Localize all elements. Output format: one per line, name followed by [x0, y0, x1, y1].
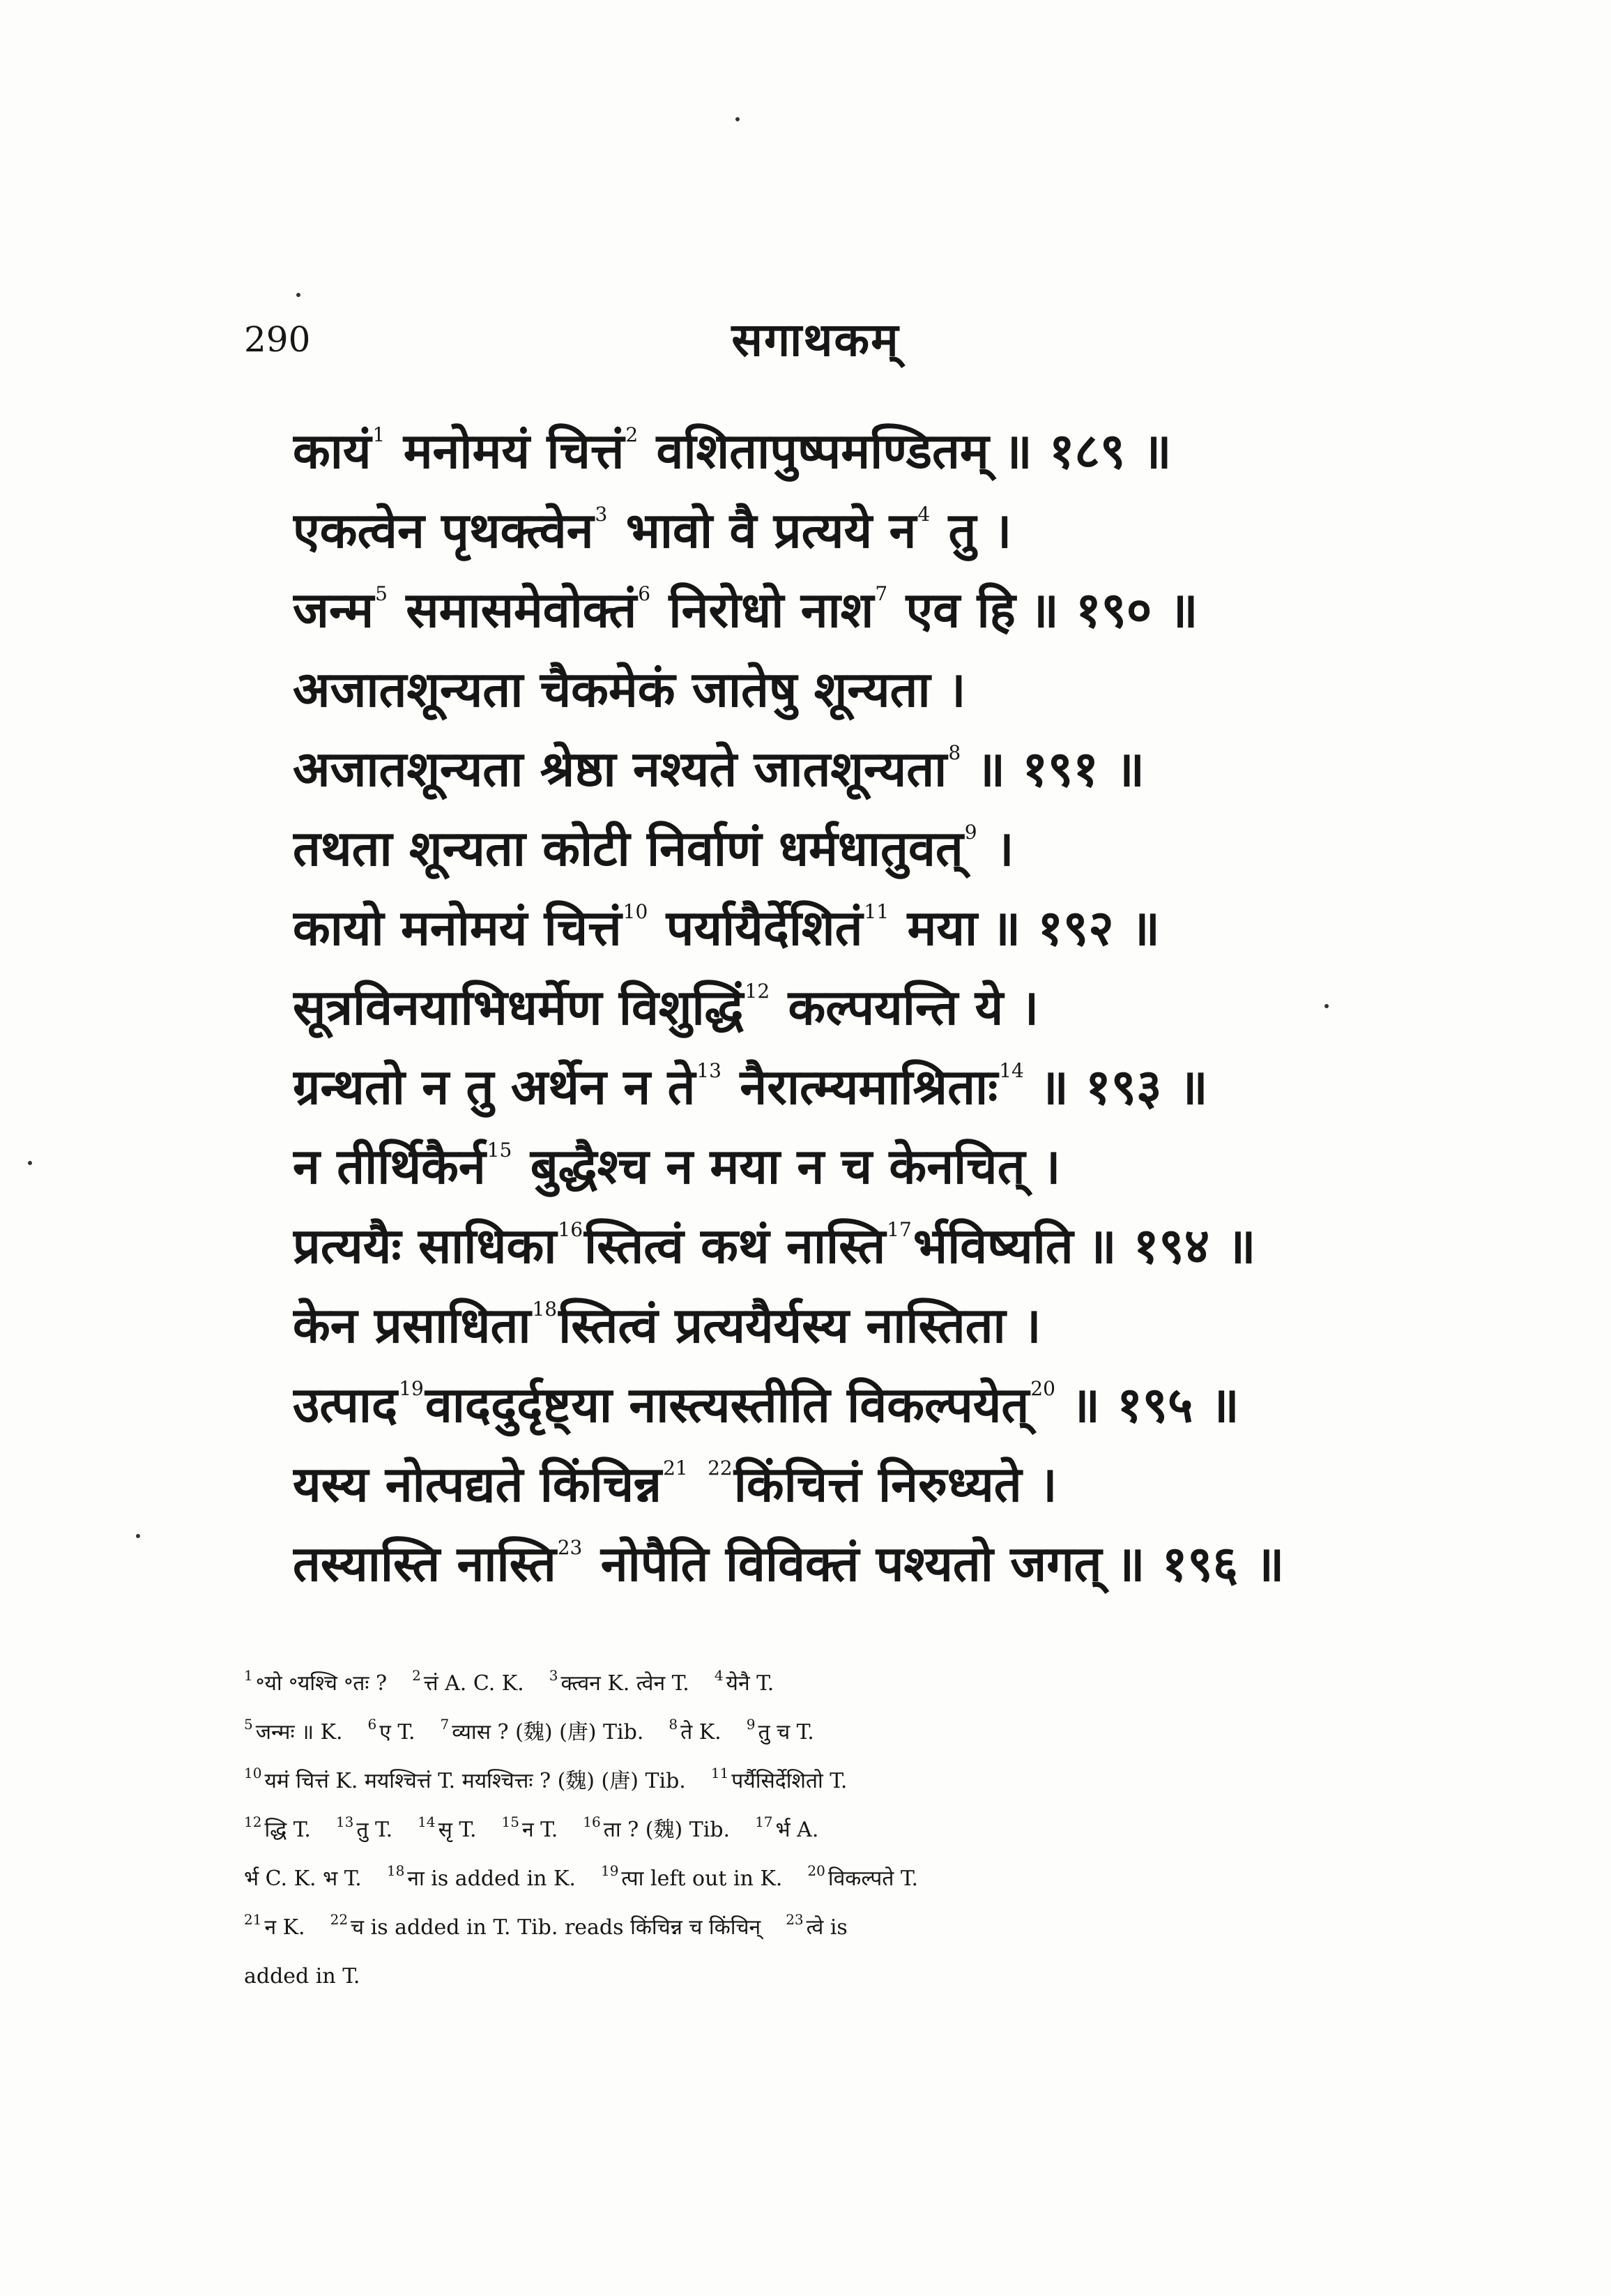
- footnote: [244, 1952, 360, 2001]
- footnote-number: 4: [714, 1667, 724, 1684]
- verse-line: [293, 1206, 1422, 1286]
- footnote-text: त्वे is: [806, 1915, 848, 1940]
- verse-text: नैरात्म्यमाश्रिताः: [722, 1058, 998, 1116]
- verse-line: [293, 1286, 1422, 1365]
- footnote-text: व्यास ? (魏) (唐) Tib.: [452, 1720, 644, 1744]
- verse-text: किंचित्तं निरुध्यते ।: [733, 1456, 1058, 1513]
- footnote-marker: 16: [558, 1218, 583, 1241]
- footnote: [418, 1806, 476, 1855]
- footnote-number: 20: [807, 1862, 825, 1879]
- verse-line: [293, 1365, 1422, 1445]
- footnote-number: 18: [386, 1862, 405, 1879]
- footnote-marker: 5: [375, 582, 388, 605]
- footnote-marker: 22: [708, 1457, 733, 1480]
- footnote-number: 22: [330, 1911, 349, 1928]
- verse-text: कायं: [293, 423, 372, 480]
- footnote: [549, 1659, 689, 1708]
- print-speck: [136, 1534, 140, 1538]
- footnote-text: न T.: [521, 1818, 558, 1842]
- footnote-number: 6: [367, 1716, 377, 1733]
- verse-text: जन्म: [293, 581, 374, 639]
- footnote-text: च is added in T. Tib. reads किंचिन्न च किंचिन्: [351, 1915, 761, 1940]
- verse-text: एव हि: [889, 581, 1016, 639]
- footnote-number: 15: [501, 1814, 519, 1830]
- footnote-text: र्भ C. K. भ T.: [244, 1867, 362, 1891]
- verse-text: तु ।: [931, 502, 1012, 559]
- verse-text: सूत्रविनयाभिधर्मेण विशुद्धिं: [293, 979, 744, 1036]
- page-number: 290: [244, 319, 311, 360]
- footnote-number: 7: [440, 1716, 450, 1733]
- footnote: [412, 1659, 524, 1708]
- verse-line: [293, 570, 1422, 650]
- footnote-text: added in T.: [244, 1964, 360, 1989]
- verse-number: ॥ १९६ ॥: [1115, 1535, 1285, 1592]
- footnote-number: 19: [600, 1862, 619, 1879]
- footnote: [755, 1806, 818, 1855]
- footnote-number: 2: [412, 1667, 421, 1684]
- footnote: [502, 1806, 558, 1855]
- footnote-line: [244, 1903, 1394, 1952]
- footnote-text: न K.: [264, 1915, 305, 1940]
- footnote-marker: 10: [623, 900, 648, 923]
- footnote-marker: 1: [372, 423, 385, 446]
- verse-text: केन प्रसाधिता: [293, 1297, 531, 1354]
- footnote-text: ना is added in K.: [407, 1867, 576, 1891]
- verse-text: कायो मनोमयं चित्तं: [293, 899, 622, 957]
- verse-text: र्भविष्यति: [913, 1217, 1074, 1275]
- verse-number: ॥ १९२ ॥: [991, 899, 1160, 957]
- footnote: [583, 1806, 730, 1855]
- footnote: [330, 1903, 761, 1952]
- verse-text: मया: [890, 899, 978, 957]
- verse-text: वशितापुष्पमण्डितम्: [639, 423, 989, 480]
- footnote: [336, 1806, 392, 1855]
- footnote-number: 17: [755, 1814, 773, 1830]
- footnote-marker: 6: [638, 582, 651, 605]
- verse-text: प्रत्ययैः साधिका: [293, 1217, 557, 1275]
- footnote: [711, 1757, 848, 1806]
- verse-text: भावो वै प्रत्यये न: [609, 502, 917, 559]
- footnote-marker: 19: [399, 1377, 424, 1400]
- footnote-marker: 11: [864, 900, 890, 923]
- running-title: सगाथकम्: [731, 313, 900, 367]
- footnote: [807, 1855, 918, 1903]
- footnote-marker: 21: [663, 1457, 688, 1480]
- verse-text: एकत्वेन पृथक्त्वेन: [293, 502, 594, 559]
- footnote-line: [244, 1659, 1394, 1708]
- footnote: [244, 1903, 305, 1952]
- footnote-marker: 8: [948, 741, 961, 764]
- footnote: [368, 1708, 415, 1757]
- verse-number: ॥ १९३ ॥: [1039, 1058, 1208, 1116]
- print-speck: [735, 117, 740, 121]
- footnote-text: ता ? (魏) Tib.: [603, 1818, 731, 1842]
- footnote-number: 14: [418, 1814, 436, 1830]
- print-speck: [28, 1161, 32, 1165]
- verse-number: ॥ १९४ ॥: [1087, 1217, 1256, 1275]
- page-header: [244, 307, 1387, 383]
- verse-number: ॥ १९५ ॥: [1070, 1376, 1239, 1434]
- footnote: [244, 1855, 362, 1903]
- footnote-number: 10: [244, 1765, 262, 1781]
- footnote: [601, 1855, 782, 1903]
- verse-number: ॥ १८९ ॥: [1002, 423, 1172, 480]
- verse-text: ग्रन्थतो न तु अर्थेन न ते: [293, 1058, 696, 1116]
- verse-text: वाददुर्दृष्ट्या नास्त्यस्तीति विकल्पयेत्: [425, 1376, 1030, 1434]
- footnote-text: ते K.: [680, 1720, 721, 1744]
- verse-line: [293, 1445, 1422, 1524]
- verse-line: [293, 809, 1422, 888]
- verse-text: निरोधो नाश: [652, 581, 874, 639]
- footnote-marker: 3: [595, 503, 608, 526]
- footnote-number: 8: [669, 1716, 678, 1733]
- verse-number: ॥ १९१ ॥: [976, 740, 1145, 798]
- footnote-text: विकल्पते T.: [827, 1867, 919, 1891]
- verse-line: [293, 411, 1422, 491]
- print-speck: [296, 293, 300, 297]
- footnote-text: जन्मः ॥ K.: [255, 1720, 343, 1744]
- footnote-number: 11: [710, 1765, 729, 1781]
- footnotes-block: [244, 1659, 1394, 2001]
- footnote-number: 12: [244, 1814, 262, 1830]
- footnote-text: ए T.: [379, 1720, 415, 1744]
- footnote: [441, 1708, 644, 1757]
- verse-text: न तीर्थिकैर्न: [293, 1138, 486, 1195]
- footnote-text: ॰यो ॰यश्चि ॰तः ?: [255, 1671, 388, 1696]
- verse-text: [689, 1456, 706, 1513]
- footnote: [244, 1659, 387, 1708]
- footnote-text: क्त्वन K. त्वेन T.: [560, 1671, 689, 1696]
- verse-line: [293, 1127, 1422, 1206]
- footnote-text: र्भ A.: [775, 1818, 819, 1842]
- verse-line: [293, 1047, 1422, 1127]
- verse-line: [293, 1524, 1422, 1604]
- verse-line: [293, 729, 1422, 809]
- verse-text: उत्पाद: [293, 1376, 398, 1434]
- verse-line: [293, 491, 1422, 570]
- footnote-text: त्पा left out in K.: [621, 1867, 783, 1891]
- footnote-text: द्धि T.: [264, 1818, 311, 1842]
- print-speck: [1324, 1004, 1329, 1008]
- verse-text: नोपैति विविक्तं पश्यतो जगत्: [583, 1535, 1102, 1592]
- footnote-number: 5: [244, 1716, 253, 1733]
- footnote: [715, 1659, 774, 1708]
- footnote-marker: 12: [745, 980, 770, 1003]
- footnote-line: [244, 1952, 1394, 2001]
- footnote-marker: 15: [487, 1139, 512, 1162]
- footnote-marker: 23: [557, 1536, 583, 1559]
- verse-text: ।: [978, 820, 1014, 877]
- footnote-number: 23: [786, 1911, 804, 1928]
- footnote-text: तु T.: [356, 1818, 393, 1842]
- verse-text: अजातशून्यता श्रेष्ठा नश्यते जातशून्यता: [293, 740, 947, 798]
- verse-text: तथता शून्यता कोटी निर्वाणं धर्मधातुवत्: [293, 820, 963, 877]
- verse-text: यस्य नोत्पद्यते किंचिन्न: [293, 1456, 662, 1513]
- verse-text: बुद्धैश्च न मया न च केनचित् ।: [513, 1138, 1061, 1195]
- footnote-number: 1: [244, 1667, 253, 1684]
- footnote-marker: 4: [917, 503, 931, 526]
- verse-line: [293, 650, 1422, 729]
- footnote-line: [244, 1855, 1394, 1903]
- footnote: [244, 1708, 343, 1757]
- footnote-text: तु च T.: [758, 1720, 814, 1744]
- footnote-number: 16: [583, 1814, 601, 1830]
- footnote-number: 21: [244, 1911, 262, 1928]
- footnote-number: 3: [549, 1667, 558, 1684]
- footnote: [786, 1903, 848, 1952]
- footnote-marker: 9: [964, 821, 977, 844]
- footnote-marker: 13: [696, 1059, 721, 1082]
- verse-text: स्तित्वं प्रत्ययैर्यस्य नास्तिता ।: [558, 1297, 1041, 1354]
- footnote-text: पर्यैसिर्देशितो T.: [731, 1769, 848, 1793]
- footnote: [387, 1855, 576, 1903]
- footnote: [669, 1708, 721, 1757]
- verse-text: स्तित्वं कथं नास्ति: [584, 1217, 886, 1275]
- footnote: [747, 1708, 814, 1757]
- footnote-marker: 20: [1030, 1377, 1055, 1400]
- footnote-marker: 14: [999, 1059, 1024, 1082]
- verse-line: [293, 968, 1422, 1047]
- verse-text: तस्यास्ति नास्ति: [293, 1535, 556, 1592]
- footnote-text: त्तं A. C. K.: [423, 1671, 524, 1696]
- verse-text: अजातशून्यता चैकमेकं जातेषु शून्यता ।: [293, 661, 966, 718]
- footnote-line: [244, 1806, 1394, 1855]
- footnote: [244, 1806, 311, 1855]
- footnote: [244, 1757, 686, 1806]
- verse-line: [293, 888, 1422, 968]
- footnote-line: [244, 1708, 1394, 1757]
- verse-block: [293, 411, 1422, 1604]
- footnote-number: 9: [746, 1716, 756, 1733]
- footnote-line: [244, 1757, 1394, 1806]
- footnote-text: यमं चित्तं K. मयश्चित्तं T. मयश्चित्तः ? (魏) (唐) Tib.: [264, 1769, 686, 1793]
- verse-text: कल्पयन्ति ये ।: [771, 979, 1039, 1036]
- verse-text: पर्यायैर्देशितं: [649, 899, 863, 957]
- footnote-number: 13: [335, 1814, 354, 1830]
- footnote-marker: 17: [887, 1218, 912, 1241]
- verse-number: ॥ १९० ॥: [1029, 581, 1198, 639]
- footnote-marker: 18: [532, 1298, 558, 1321]
- footnote-marker: 2: [625, 423, 639, 446]
- verse-text: समासमेवोक्तं: [388, 581, 637, 639]
- verse-text: मनोमयं चित्तं: [386, 423, 625, 480]
- footnote-text: येनै T.: [726, 1671, 774, 1696]
- footnote-text: सृ T.: [438, 1818, 477, 1842]
- footnote-marker: 7: [875, 582, 888, 605]
